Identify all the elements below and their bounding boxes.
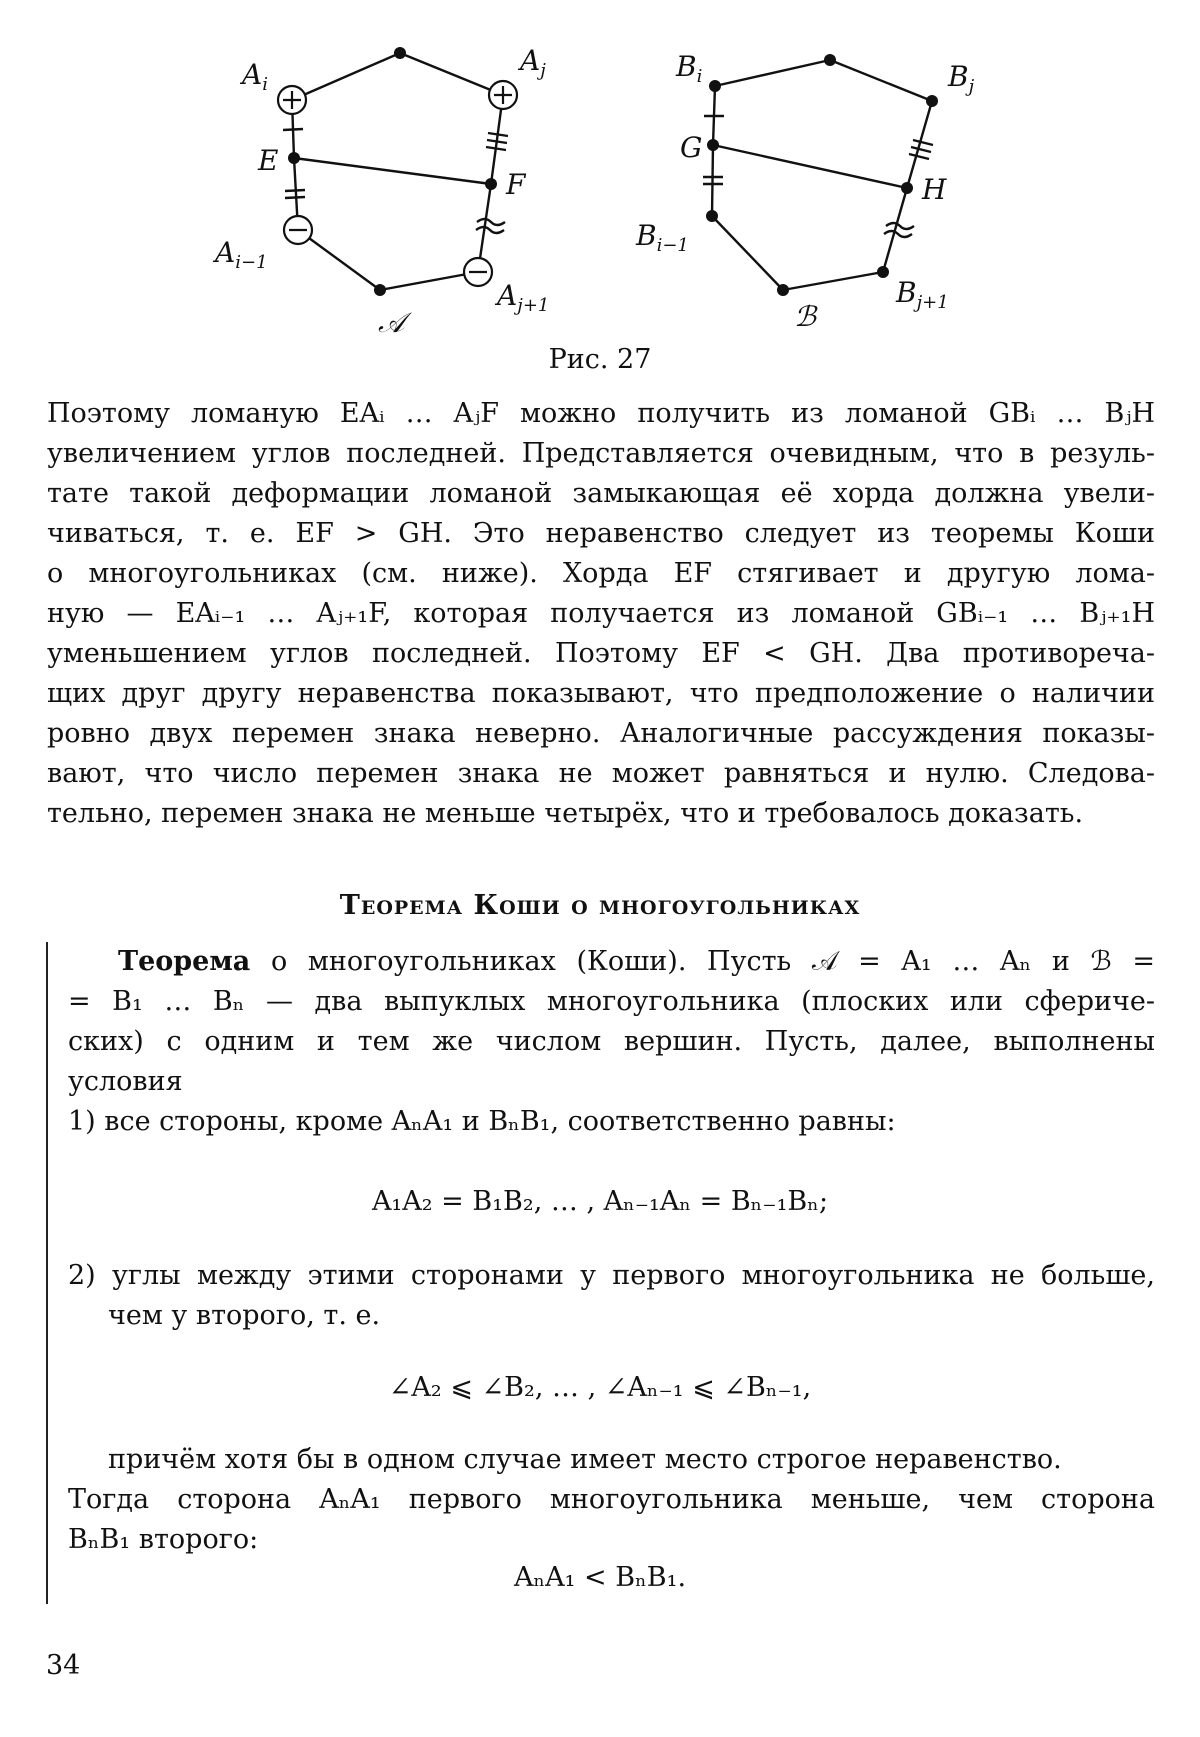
- right-chord-gh: [713, 145, 907, 188]
- theorem-margin-bar: [46, 942, 48, 1604]
- text-line: уменьшением углов последней. Поэтому EF < GH. Два противореча-: [47, 638, 1155, 669]
- text-line: = B₁ … Bₙ — два выпуклых многоугольника (плоских или сфериче-: [68, 986, 1155, 1017]
- text-line: о многоугольниках (см. ниже). Хорда EF стягивает и другую лома-: [47, 558, 1155, 589]
- label-bim1: $B_{i-1}$: [636, 219, 689, 256]
- right-edge-bottom-bjp1: [783, 272, 883, 290]
- page-number: 34: [46, 1650, 81, 1681]
- right-edge-top-bj: [830, 60, 932, 101]
- text-line: условия: [68, 1066, 183, 1097]
- right-point-bim1: [706, 210, 718, 222]
- label-e: E: [258, 144, 279, 177]
- left-point-e: [288, 152, 300, 164]
- left-vertex-bottom: [374, 284, 386, 296]
- section-title: Теорема Коши о многоугольниках: [339, 890, 861, 921]
- label-bi: $B_i$: [676, 50, 703, 87]
- formula-angles: ∠A₂ ⩽ ∠B₂, … , ∠Aₙ₋₁ ⩽ ∠Bₙ₋₁,: [388, 1372, 812, 1403]
- right-point-bj: [926, 95, 938, 107]
- text-line: 2) углы между этими сторонами у первого многоугольника не больше,: [68, 1260, 1155, 1291]
- theorem-condition-2: [68, 1256, 1155, 1336]
- right-edge-h-bjp1: [883, 188, 907, 272]
- theorem-statement: [68, 942, 1155, 1142]
- text-line: ную — EAᵢ₋₁ … Aⱼ₊₁F, которая получается из ломаной GBᵢ₋₁ … Bⱼ₊₁H: [47, 598, 1155, 629]
- label-f: F: [506, 168, 526, 201]
- label-ajp1: $A_{j+1}$: [497, 279, 550, 316]
- label-g: G: [680, 131, 703, 164]
- left-edge-top-aj: [400, 53, 503, 95]
- theorem-conclusion: [68, 1440, 1155, 1560]
- right-edge-g-bim1: [712, 145, 713, 216]
- text-line: чиваться, т. е. EF > GH. Это неравенство следует из теоремы Коши: [47, 518, 1155, 549]
- theorem-text: о многоугольниках (Коши). Пусть 𝒜 = A₁ … Aₙ и ℬ =: [250, 946, 1155, 977]
- right-point-g: [707, 139, 719, 151]
- text-line: причём хотя бы в одном случае имеет место строгое неравенство.: [108, 1444, 1062, 1475]
- left-edge-aim1-bottom: [298, 230, 380, 290]
- formula-sides: A₁A₂ = B₁B₂, … , Aₙ₋₁Aₙ = Bₙ₋₁Bₙ;: [371, 1186, 829, 1217]
- label-ai: $A_i$: [242, 58, 268, 95]
- text-line: ских) с одним и тем же числом вершин. Пусть, далее, выполнены: [68, 1026, 1155, 1057]
- figure-27: [0, 0, 1200, 340]
- text-line: Поэтому ломаную EAᵢ … AⱼF можно получить из ломаной GBᵢ … BⱼH: [47, 398, 1155, 429]
- text-line: 1) все стороны, кроме AₙA₁ и BₙB₁, соответственно равны:: [68, 1106, 896, 1137]
- left-edge-ai-top: [292, 53, 400, 100]
- right-vertex-bottom: [777, 284, 789, 296]
- right-point-bi: [709, 80, 721, 92]
- right-edge-bi-top: [715, 60, 830, 86]
- right-point-bjp1: [877, 266, 889, 278]
- text-line: чем у второго, т. е.: [108, 1300, 381, 1331]
- theorem-lead: Теорема: [118, 946, 251, 977]
- right-vertex-top: [824, 54, 836, 66]
- text-line: BₙB₁ второго:: [68, 1524, 259, 1555]
- left-vertex-top: [394, 47, 406, 59]
- label-h: H: [922, 173, 947, 206]
- text-line: ровно двух перемен знака неверно. Аналогичные рассуждения показы-: [47, 718, 1155, 749]
- label-script-a: 𝒜: [378, 306, 405, 339]
- label-bjp1: $B_{j+1}$: [896, 276, 949, 313]
- text-line: Тогда сторона AₙA₁ первого многоугольника меньше, чем сторона: [68, 1484, 1155, 1515]
- right-point-h: [901, 182, 913, 194]
- right-edge-bim1-bottom: [712, 216, 783, 290]
- label-aim1: $A_{i-1}$: [215, 236, 268, 273]
- figure-caption: Рис. 27: [548, 344, 652, 375]
- text-line: вают, что число перемен знака не может равняться и нулю. Следова-: [47, 758, 1155, 789]
- text-line: тате такой деформации ломаной замыкающая её хорда должна увели-: [47, 478, 1155, 509]
- text-line: щих друг другу неравенства показывают, что предположение о наличии: [47, 678, 1155, 709]
- figure-27-svg: [0, 0, 1200, 340]
- label-bj: $B_j$: [948, 60, 975, 97]
- label-script-b: ℬ: [794, 300, 817, 333]
- left-chord-ef: [294, 158, 491, 184]
- body-paragraph: [47, 394, 1155, 834]
- label-aj: $A_j$: [520, 44, 546, 81]
- left-point-f: [485, 178, 497, 190]
- text-line: увеличением углов последней. Представляется очевидным, что в резуль-: [47, 438, 1155, 469]
- formula-conclusion: AₙA₁ < BₙB₁.: [513, 1562, 687, 1593]
- text-line: [68, 942, 1155, 982]
- text-line: тельно, перемен знака не меньше четырёх, что и требовалось доказать.: [47, 798, 1084, 829]
